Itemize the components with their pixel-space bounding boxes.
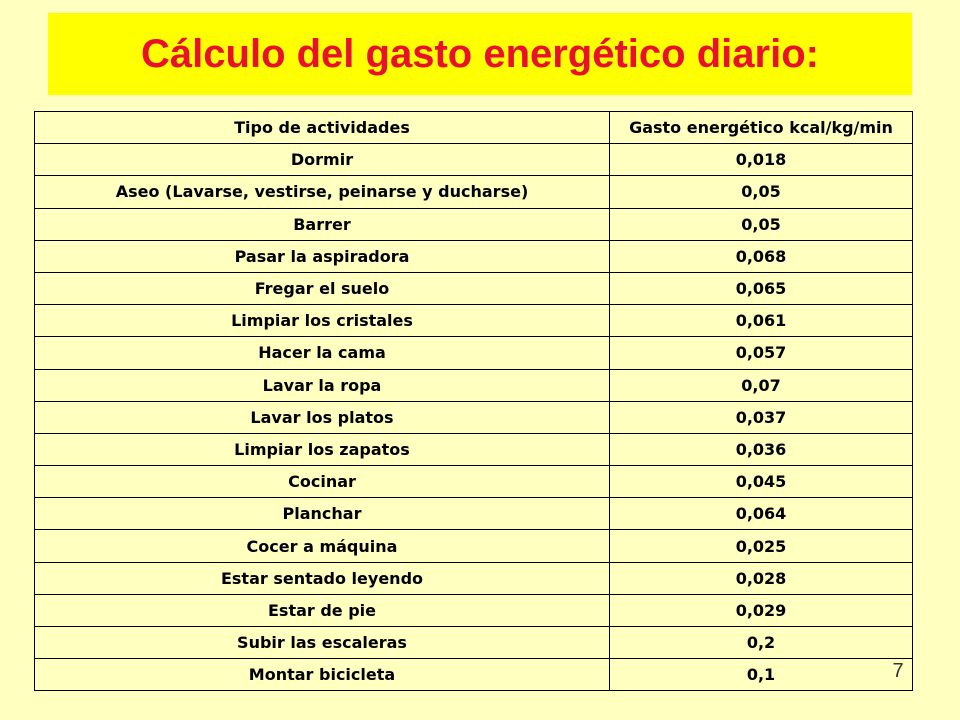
value-cell: 0,2	[610, 627, 913, 659]
value-cell: 0,064	[610, 498, 913, 530]
header-energy-expenditure: Gasto energético kcal/kg/min	[610, 112, 913, 144]
activity-cell: Planchar	[35, 498, 610, 530]
value-cell: 0,07	[610, 369, 913, 401]
table-row	[35, 401, 913, 433]
table-row	[35, 272, 913, 304]
value-cell: 0,05	[610, 208, 913, 240]
table-row	[35, 144, 913, 176]
activity-cell: Dormir	[35, 144, 610, 176]
activity-cell: Hacer la cama	[35, 337, 610, 369]
value-cell: 0,05	[610, 176, 913, 208]
table-row	[35, 369, 913, 401]
activity-cell: Limpiar los cristales	[35, 305, 610, 337]
activity-cell: Subir las escaleras	[35, 627, 610, 659]
table-row	[35, 208, 913, 240]
table-row	[35, 240, 913, 272]
activity-cell: Limpiar los zapatos	[35, 433, 610, 465]
table-row	[35, 562, 913, 594]
table-row	[35, 337, 913, 369]
energy-expenditure-table	[34, 111, 913, 691]
value-cell: 0,028	[610, 562, 913, 594]
activity-cell: Lavar los platos	[35, 401, 610, 433]
value-cell: 0,1	[610, 659, 913, 691]
table-row	[35, 498, 913, 530]
activity-cell: Estar de pie	[35, 594, 610, 626]
value-cell: 0,045	[610, 466, 913, 498]
value-cell: 0,065	[610, 272, 913, 304]
header-activity-type: Tipo de actividades	[35, 112, 610, 144]
value-cell: 0,018	[610, 144, 913, 176]
page-number: 7	[892, 660, 904, 682]
table-row	[35, 305, 913, 337]
page-title: Cálculo del gasto energético diario:	[141, 31, 819, 76]
value-cell: 0,025	[610, 530, 913, 562]
activity-cell: Barrer	[35, 208, 610, 240]
value-cell: 0,061	[610, 305, 913, 337]
table-row	[35, 627, 913, 659]
table-row	[35, 466, 913, 498]
activity-cell: Cocer a máquina	[35, 530, 610, 562]
table-row	[35, 594, 913, 626]
table-row	[35, 433, 913, 465]
value-cell: 0,036	[610, 433, 913, 465]
activity-cell: Lavar la ropa	[35, 369, 610, 401]
table-row	[35, 530, 913, 562]
activity-cell: Montar bicicleta	[35, 659, 610, 691]
table-header-row	[35, 112, 913, 144]
value-cell: 0,029	[610, 594, 913, 626]
value-cell: 0,057	[610, 337, 913, 369]
value-cell: 0,068	[610, 240, 913, 272]
activity-cell: Fregar el suelo	[35, 272, 610, 304]
activity-cell: Aseo (Lavarse, vestirse, peinarse y ducharse)	[35, 176, 610, 208]
activity-cell: Cocinar	[35, 466, 610, 498]
value-cell: 0,037	[610, 401, 913, 433]
activity-cell: Pasar la aspiradora	[35, 240, 610, 272]
title-banner	[48, 13, 912, 95]
table-row	[35, 659, 913, 691]
table-row	[35, 176, 913, 208]
activity-cell: Estar sentado leyendo	[35, 562, 610, 594]
